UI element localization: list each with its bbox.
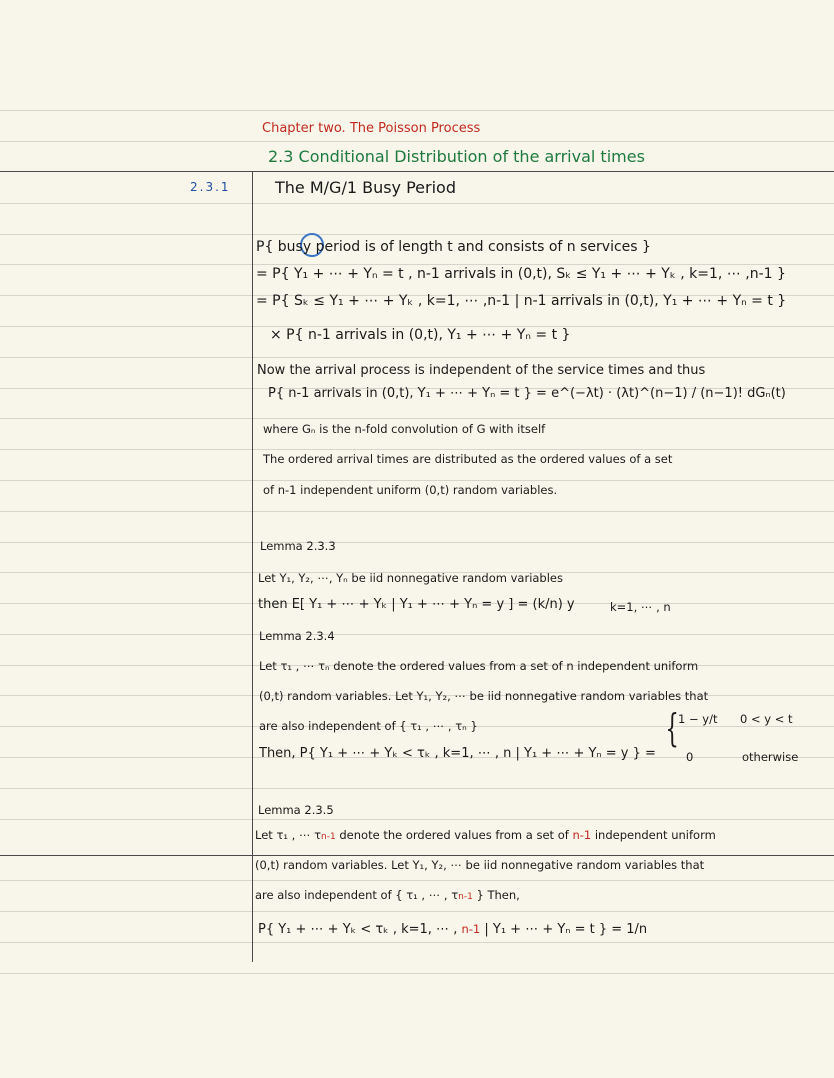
lemma-text: Then, P{ Y₁ + ⋯ + Yₖ < τₖ , k=1, ⋯ , n | Y₁ + ⋯ + Yₙ = y } = [259,746,656,761]
ruled-line [0,542,834,543]
equation-line: × P{ n-1 arrivals in (0,t), Y₁ + ⋯ + Yₙ = t } [270,327,571,343]
case-condition: 0 < y < t [740,712,793,726]
equation-line: = P{ Sₖ ≤ Y₁ + ⋯ + Yₖ , k=1, ⋯ ,n-1 | n-1 arrivals in (0,t), Y₁ + ⋯ + Yₙ = t } [256,293,787,309]
lemma-text-part: independent uniform [591,828,716,842]
lemma-title: Lemma 2.3.3 [260,539,336,553]
red-annotation: n-1 [458,892,473,902]
ruled-line [0,942,834,943]
margin-line [252,171,253,962]
lemma-text: are also independent of { τ₁ , ⋯ , τₙ } [259,719,478,733]
red-annotation: n-1 [321,832,336,842]
case-value: 1 − y/t [678,712,718,726]
ruled-line [0,234,834,235]
lemma-text [255,826,716,846]
ruled-line [0,911,834,912]
subsection-number: 2.3.1 [190,180,231,194]
case-condition: otherwise [742,750,799,764]
case-value: 0 [686,750,694,764]
lemma-title: Lemma 2.3.4 [259,629,335,643]
lemma-text: (0,t) random variables. Let Y₁, Y₂, ⋯ be iid nonnegative random variables that [255,858,705,872]
ruled-line [0,141,834,142]
lemma-text: Let Y₁, Y₂, ⋯, Yₙ be iid nonnegative random variables [258,571,563,585]
ruled-line [0,788,834,789]
lemma-text: Let τ₁ , ⋯ τₙ denote the ordered values from a set of n independent uniform [259,659,699,673]
ruled-line [0,634,834,635]
text-line: Now the arrival process is independent of the service times and thus [257,363,706,378]
chapter-heading: Chapter two. The Poisson Process [262,121,481,136]
subsection-title: The M/G/1 Busy Period [275,178,456,197]
equation-line: P{ busy period is of length t and consists of n services } [256,239,651,255]
ruled-line [0,110,834,111]
lemma-text-part: P{ Y₁ + ⋯ + Yₖ < τₖ , k=1, ⋯ , [258,922,462,937]
section-heading: 2.3 Conditional Distribution of the arrival times [268,147,645,166]
ruled-line [0,203,834,204]
lemma-text: then E[ Y₁ + ⋯ + Yₖ | Y₁ + ⋯ + Yₙ = y ] = (k/n) y [258,597,575,612]
red-annotation: n-1 [461,922,481,936]
text-line: The ordered arrival times are distributed as the ordered values of a set [263,452,673,466]
ruled-line [0,973,834,974]
equation-line: = P{ Y₁ + ⋯ + Yₙ = t , n-1 arrivals in (0,t), Sₖ ≤ Y₁ + ⋯ + Yₖ , k=1, ⋯ ,n-1 } [256,266,786,282]
lemma-text-part: are also independent of { τ₁ , ⋯ , τ [255,888,459,902]
lemma-text-part: denote the ordered values from a set of [335,828,573,842]
ruled-line [0,418,834,419]
lemma-text: (0,t) random variables. Let Y₁, Y₂, ⋯ be iid nonnegative random variables that [259,689,709,703]
ruled-line [0,511,834,512]
lemma-range: k=1, ⋯ , n [610,600,671,614]
text-line: where Gₙ is the n-fold convolution of G with itself [263,422,546,436]
header-divider [0,171,834,172]
ruled-line [0,357,834,358]
lemma-text-part: Let τ₁ , ⋯ τ [255,828,322,842]
lemma-text-part: | Y₁ + ⋯ + Yₙ = t } = 1/n [480,922,648,937]
lemma-title: Lemma 2.3.5 [258,803,334,817]
ruled-line [0,880,834,881]
red-annotation: n-1 [572,828,592,842]
lemma-text-part: } Then, [472,888,520,902]
text-line: of n-1 independent uniform (0,t) random variables. [263,483,558,497]
lemma-text [255,886,520,906]
ruled-line [0,819,834,820]
equation-line: P{ n-1 arrivals in (0,t), Y₁ + ⋯ + Yₙ = t } = e^(−λt) · (λt)^(n−1) / (n−1)! dGₙ(t) [268,386,786,401]
lemma-text [258,920,647,939]
brace-icon: { [665,706,679,750]
